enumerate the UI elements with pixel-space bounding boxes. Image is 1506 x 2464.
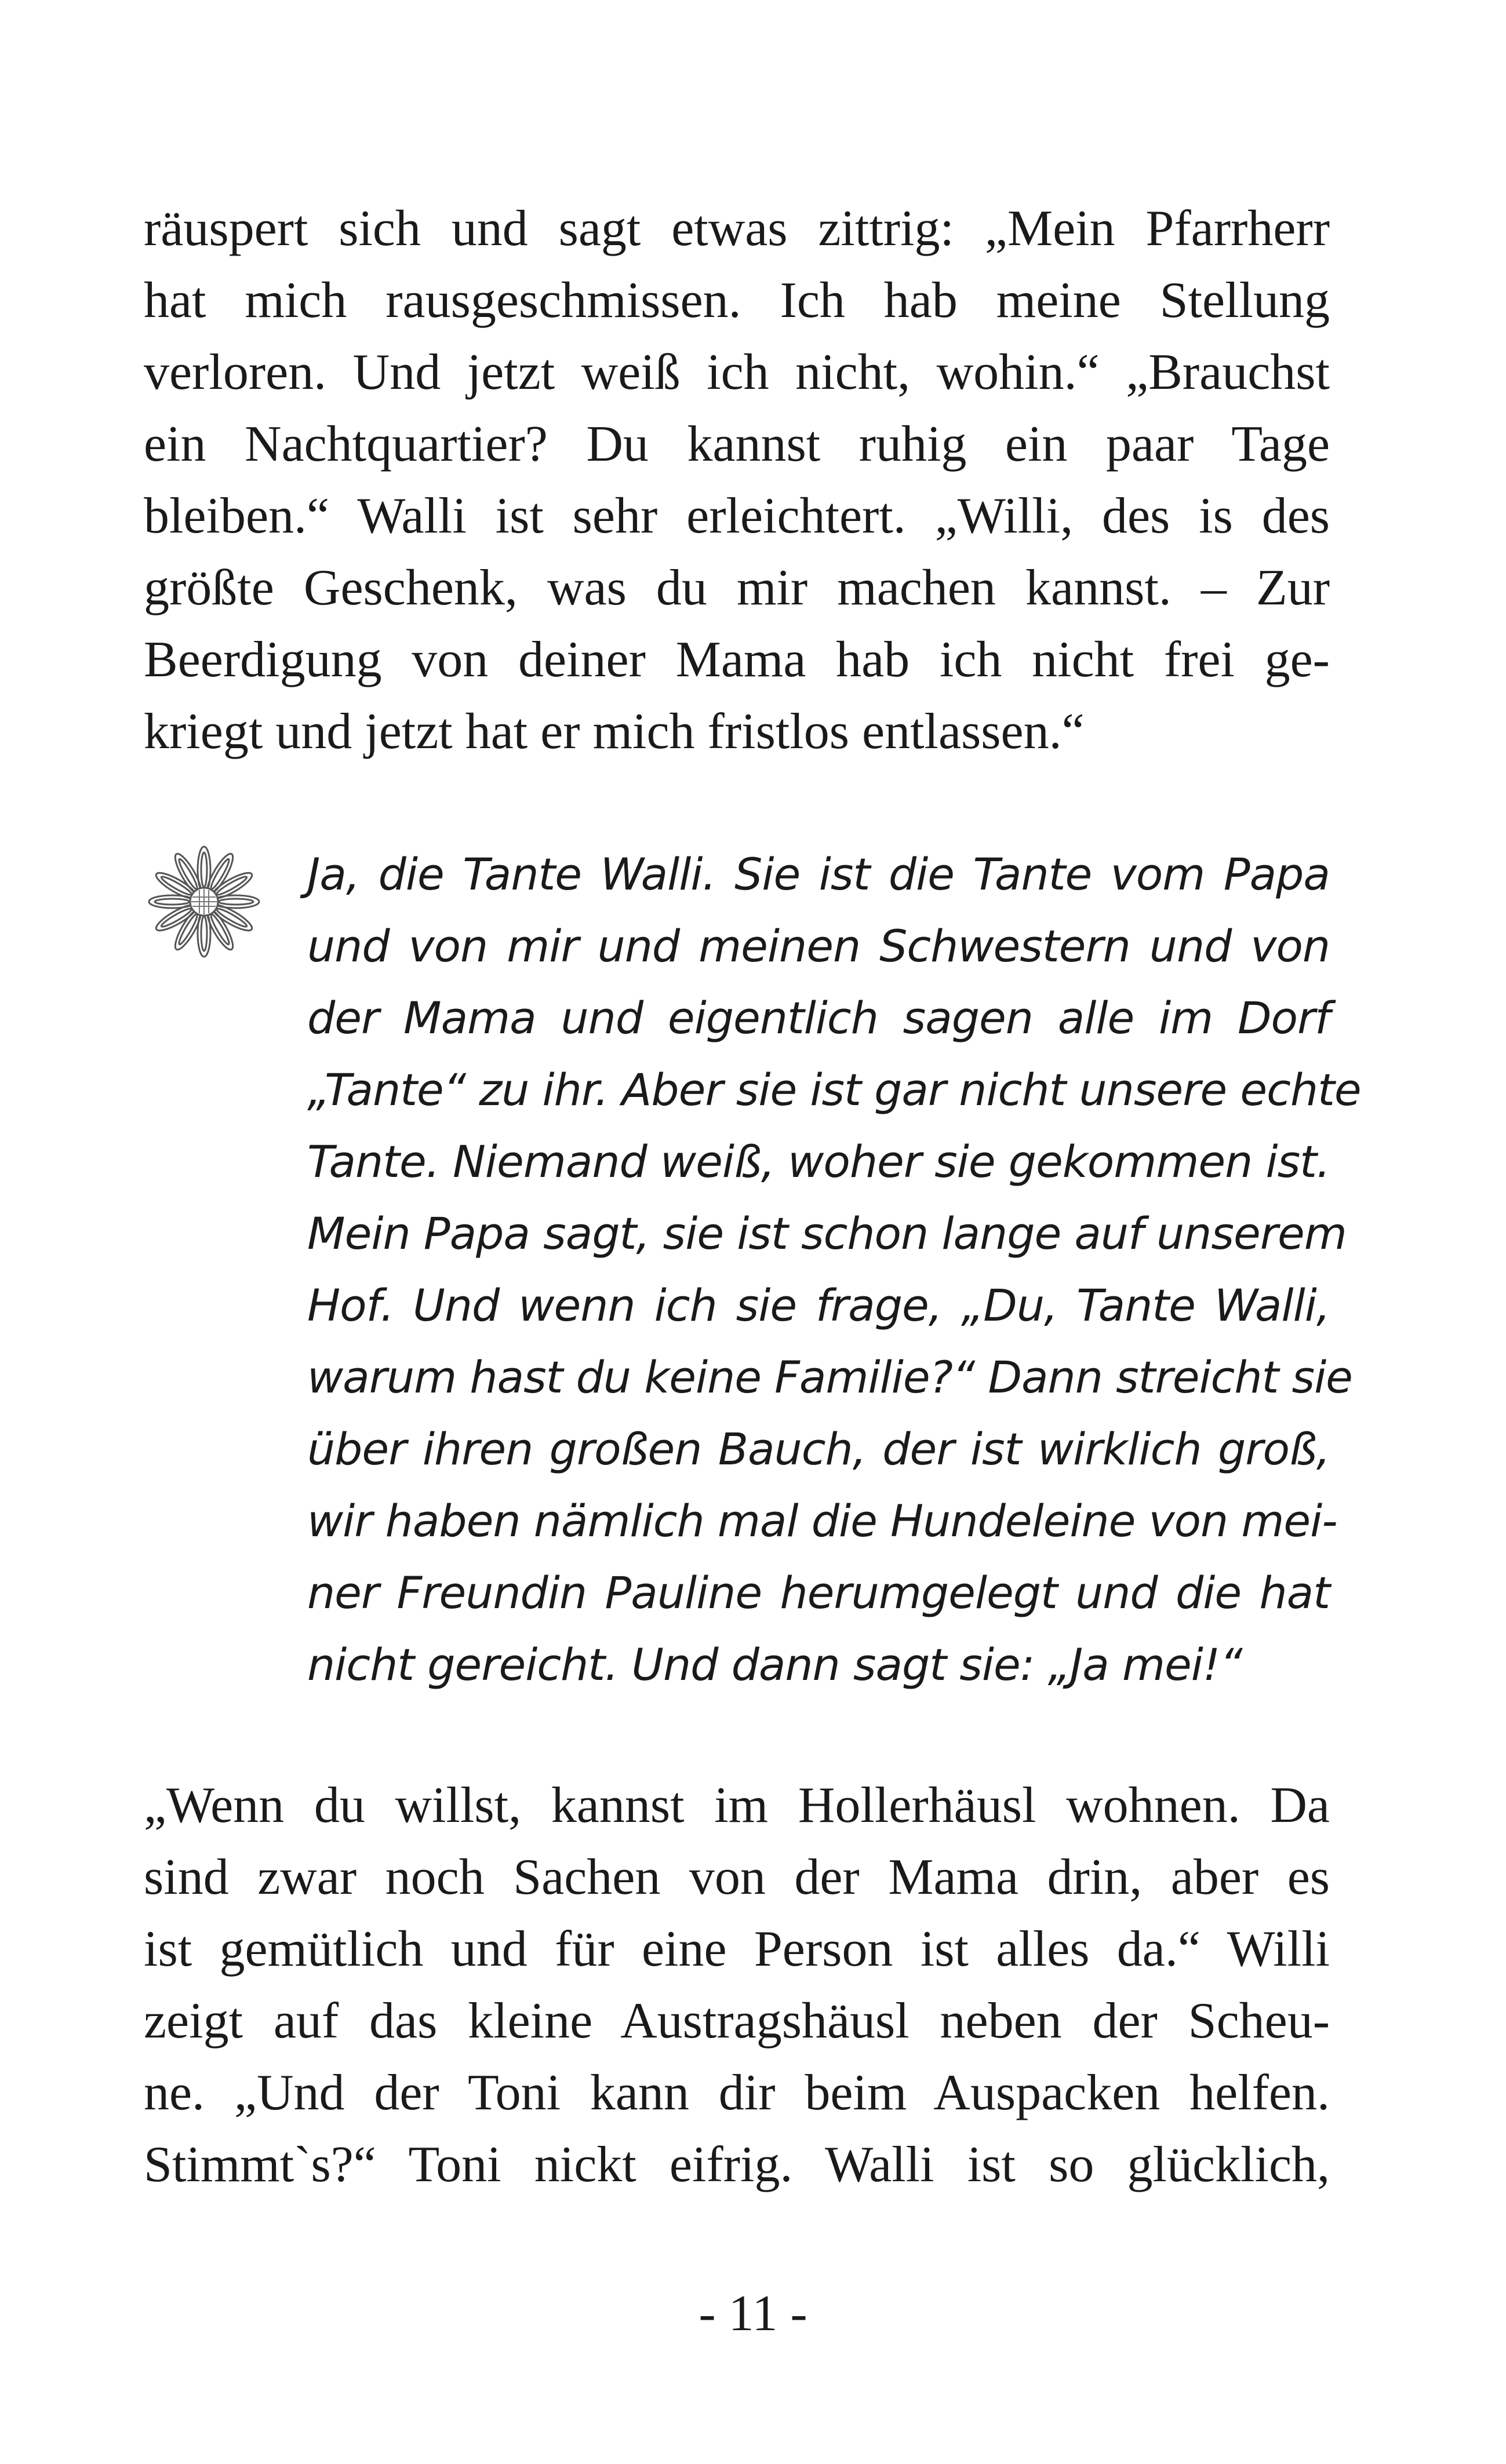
aside-line: und von mir und meinen Schwestern und von bbox=[307, 920, 1330, 972]
paragraph-line: zeigt auf das kleine Austragshäusl neben der Scheu- bbox=[144, 1993, 1330, 2049]
paragraph-line: größte Geschenk, was du mir machen kannst. – Zur bbox=[144, 560, 1330, 616]
aside-line: Tante. Niemand weiß, woher sie gekommen ist. bbox=[307, 1136, 1330, 1187]
paragraph-line: „Wenn du willst, kannst im Hollerhäusl wohnen. Da bbox=[144, 1777, 1330, 1834]
aside-line: Mein Papa sagt, sie ist schon lange auf unserem bbox=[307, 1208, 1347, 1259]
paragraph-line: Stimmt`s?“ Toni nickt eifrig. Walli ist so glücklich, bbox=[144, 2137, 1330, 2193]
paragraph-line: hat mich rausgeschmissen. Ich hab meine Stellung bbox=[144, 272, 1330, 329]
aside-line: nicht gereicht. Und dann sagt sie: „Ja mei!“ bbox=[307, 1639, 1242, 1690]
aside-line: über ihren großen Bauch, der ist wirklich groß, bbox=[307, 1423, 1330, 1475]
page-number: - 11 - bbox=[699, 2286, 807, 2342]
aside-line: Hof. Und wenn ich sie frage, „Du, Tante Walli, bbox=[307, 1280, 1330, 1331]
aside-line: Ja, die Tante Walli. Sie ist die Tante vom Papa bbox=[307, 848, 1330, 900]
paragraph-1 bbox=[144, 193, 1330, 768]
aside-line: ner Freundin Pauline herumgelegt und die hat bbox=[307, 1567, 1330, 1619]
paragraph-line: sind zwar noch Sachen von der Mama drin, aber es bbox=[144, 1849, 1330, 1905]
paragraph-line: bleiben.“ Walli ist sehr erleichtert. „Willi, des is des bbox=[144, 488, 1330, 544]
paragraph-line: räuspert sich und sagt etwas zittrig: „Mein Pfarrherr bbox=[144, 201, 1330, 257]
paragraph-line: verloren. Und jetzt weiß ich nicht, wohin.“ „Brauchst bbox=[144, 344, 1330, 400]
flower-ornament-icon bbox=[146, 844, 262, 960]
aside-line: wir haben nämlich mal die Hundeleine von mei- bbox=[307, 1495, 1337, 1547]
aside-line: der Mama und eigentlich sagen alle im Dorf bbox=[307, 992, 1330, 1044]
child-narration-aside bbox=[307, 839, 1361, 1701]
paragraph-line: ein Nachtquartier? Du kannst ruhig ein paar Tage bbox=[144, 416, 1330, 472]
paragraph-2 bbox=[144, 1770, 1330, 2201]
paragraph-line: ne. „Und der Toni kann dir beim Auspacken helfen. bbox=[144, 2065, 1330, 2121]
paragraph-line: Beerdigung von deiner Mama hab ich nicht frei ge- bbox=[144, 632, 1330, 688]
aside-line: warum hast du keine Familie?“ Dann streicht sie bbox=[307, 1351, 1352, 1403]
paragraph-line: ist gemütlich und für eine Person ist alles da.“ Willi bbox=[144, 1921, 1330, 1977]
paragraph-line: kriegt und jetzt hat er mich fristlos entlassen.“ bbox=[144, 704, 1085, 760]
aside-line: „Tante“ zu ihr. Aber sie ist gar nicht unsere echte bbox=[307, 1064, 1361, 1116]
